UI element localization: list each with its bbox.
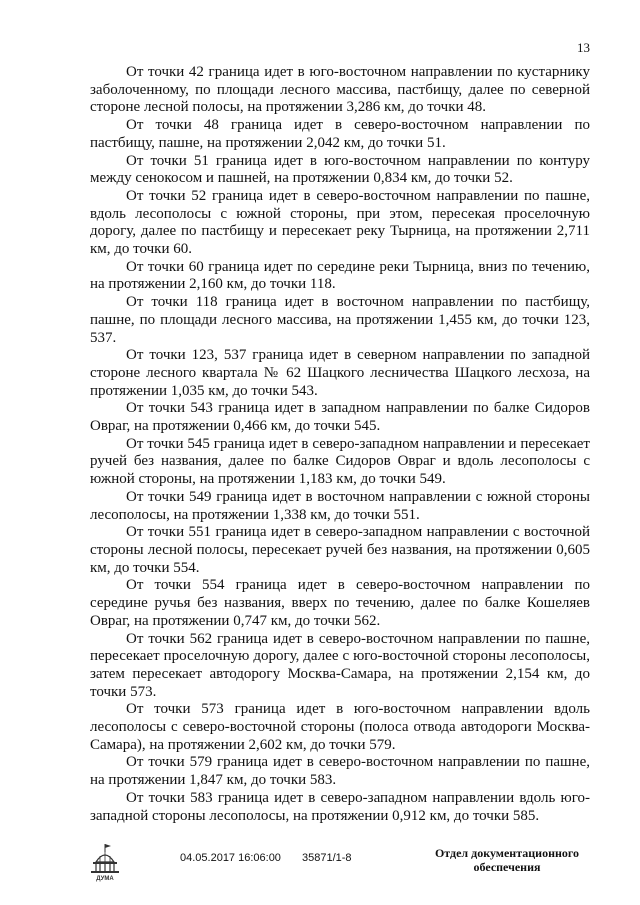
paragraph: От точки 551 граница идет в северо-западном направлении с восточной стороны лесной полосы, пересекает ручей без названия, на протяжении 0,605 км, до точки 554. bbox=[90, 524, 590, 576]
footer-department-line2: обеспечения bbox=[473, 860, 541, 874]
paragraph: От точки 118 граница идет в восточном направлении по пастбищу, пашне, по площади лесного массива, на протяжении 1,455 км, до точки 123, 537. bbox=[90, 294, 590, 346]
paragraph: От точки 60 граница идет по середине реки Тырница, вниз по течению, на протяжении 2,160 км, до точки 118. bbox=[90, 258, 590, 293]
paragraph: От точки 123, 537 граница идет в северном направлении по западной стороне лесного квартала № 62 Шацкого лесничества Шацкого лесхоза, на протяжении 1,035 км, до точки 543. bbox=[90, 347, 590, 399]
paragraph: От точки 562 граница идет в северо-восточном направлении по пашне, пересекает проселочную дорогу, далее с юго-восточной стороны лесополосы, затем пересекает автодорогу Москва-Самара, на протяжении 2,154 км, до точки 573. bbox=[90, 630, 590, 700]
page-number: 13 bbox=[577, 40, 590, 55]
document-body bbox=[90, 64, 590, 825]
paragraph: От точки 42 граница идет в юго-восточном направлении по кустарнику заболоченному, по площади лесного массива, пастбищу, далее по северной стороне лесной полосы, на протяжении 3,286 км, до точки 48. bbox=[90, 64, 590, 116]
page-footer bbox=[0, 840, 640, 900]
emblem-caption: ДУМА bbox=[96, 876, 114, 882]
paragraph: От точки 554 граница идет в северо-восточном направлении по середине ручья без названия, вверх по течению, далее по балке Кошеляев Овраг, на протяжении 0,747 км, до точки 562. bbox=[90, 577, 590, 629]
duma-emblem-icon bbox=[88, 842, 122, 882]
paragraph: От точки 579 граница идет в северо-восточном направлении по пашне, на протяжении 1,847 км, до точки 583. bbox=[90, 754, 590, 789]
footer-department-line1: Отдел документационного bbox=[434, 846, 580, 860]
paragraph: От точки 573 граница идет в юго-восточном направлении вдоль лесополосы с северо-восточной стороны (полоса отвода автодороги Москва-Самара), на протяжении 2,602 км, до точки 579. bbox=[90, 701, 590, 753]
paragraph: От точки 545 граница идет в северо-западном направлении и пересекает ручей без названия, далее по балке Сидоров Овраг и вдоль лесополосы с южной стороны, на протяжении 1,183 км, до точки 549. bbox=[90, 435, 590, 488]
footer-document-code: 35871/1-8 bbox=[302, 852, 352, 864]
paragraph: От точки 549 граница идет в восточном направлении с южной стороны лесополосы, на протяжении 1,338 км, до точки 551. bbox=[90, 488, 590, 523]
paragraph: От точки 51 граница идет в юго-восточном направлении по контуру между сенокосом и пашней, на протяжении 0,834 км, до точки 52. bbox=[90, 152, 590, 187]
paragraph: От точки 52 граница идет в северо-восточном направлении по пашне, вдоль лесополосы с южной стороны, при этом, пересекая проселочную дорогу, далее по пастбищу и пересекает реку Тырница, на протяжении 2,711 км, до точки 60. bbox=[90, 187, 590, 258]
paragraph: От точки 48 граница идет в северо-восточном направлении по пастбищу, пашне, на протяжении 2,042 км, до точки 51. bbox=[90, 117, 590, 151]
footer-date: 04.05.2017 16:06:00 bbox=[180, 852, 281, 864]
paragraph: От точки 543 граница идет в западном направлении по балке Сидоров Овраг, на протяжении 0,466 км, до точки 545. bbox=[90, 400, 590, 435]
footer-department bbox=[432, 846, 582, 874]
paragraph: От точки 583 граница идет в северо-западном направлении вдоль юго-западной стороны лесополосы, на протяжении 0,912 км, до точки 585. bbox=[90, 789, 590, 824]
